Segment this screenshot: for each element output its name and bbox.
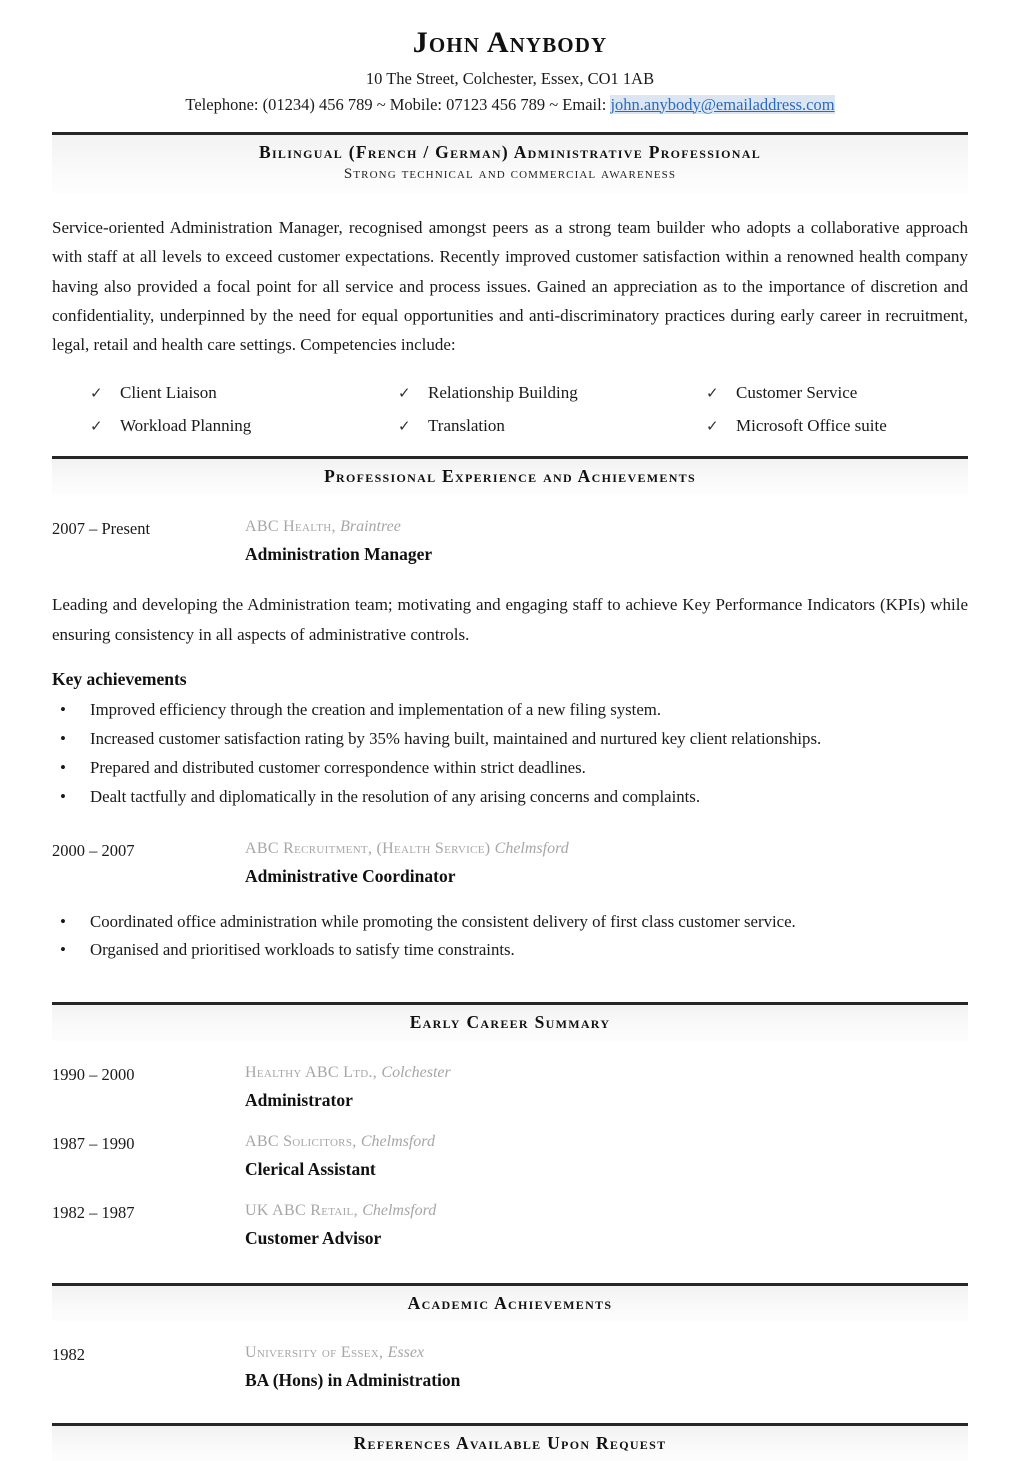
- check-icon: ✓: [90, 386, 103, 403]
- check-icon: ✓: [706, 418, 719, 435]
- headline-title: Bilingual (French / German) Administrative Professional: [258, 141, 762, 162]
- employer-name: ABC Recruitment, (Health Service): [245, 840, 491, 858]
- employer-location: Colchester: [381, 1064, 451, 1082]
- entry-role: Clerical Assistant: [245, 1159, 376, 1180]
- candidate-contact-line: [52, 95, 968, 115]
- competency-item: [706, 412, 968, 440]
- competency-label: Translation: [428, 415, 505, 435]
- section-banner-early-career: [52, 1002, 968, 1041]
- entry-institution: [245, 1341, 968, 1365]
- competency-label: Relationship Building: [428, 383, 578, 403]
- check-icon: ✓: [398, 386, 411, 403]
- early-career-entry: [52, 1061, 968, 1114]
- job-description: Leading and developing the Administration team; motivating and engaging staff to achieve Key Performance Indicators (KPIs) while ensuring consistency in all aspects of administrative controls.: [52, 595, 968, 644]
- entry-detail: [245, 1199, 968, 1252]
- job-bullets-list: [52, 908, 968, 966]
- employer-name: UK ABC Retail,: [245, 1202, 358, 1220]
- entry-dates: 1982: [52, 1345, 85, 1365]
- competency-item: [398, 379, 706, 407]
- candidate-name: John Anybody: [412, 26, 608, 59]
- employer-location: Chelmsford: [362, 1202, 437, 1220]
- email-link[interactable]: john.anybody@emailaddress.com: [610, 94, 835, 114]
- entry-dates: 1987 – 1990: [52, 1134, 135, 1154]
- competency-label: Workload Planning: [120, 415, 252, 435]
- employer-location: Braintree: [340, 518, 401, 536]
- list-item: • Improved efficiency through the creation and implementation of a new filing system.: [52, 696, 968, 725]
- competency-item: [398, 412, 706, 440]
- entry-role: Administrative Coordinator: [245, 866, 456, 887]
- candidate-address: 10 The Street, Colchester, Essex, CO1 1AB: [365, 68, 655, 88]
- section-banner-experience: [52, 456, 968, 495]
- entry-dates: 2007 – Present: [52, 519, 151, 539]
- check-icon: ✓: [90, 418, 103, 435]
- entry-employer: [245, 1130, 968, 1154]
- profile-paragraph: Service-oriented Administration Manager, recognised amongst peers as a strong team builder who adopts a collaborative approach with staff at all levels to exceed customer expectations. Recently improved customer satisfaction within a renowned health company having also provided a focal point for all service and process issues. Gained an appreciation as to the importance of discretion and confidentiality, underpinned by the need for equal opportunities and anti-discriminatory practices during early career in recruitment, legal, retail and health care settings. Competencies include:: [52, 218, 968, 355]
- experience-entry: [52, 837, 968, 890]
- entry-dates: 1982 – 1987: [52, 1203, 135, 1223]
- early-career-entry: [52, 1199, 968, 1252]
- employer-location: Chelmsford: [360, 1133, 435, 1151]
- list-item: • Dealt tactfully and diplomatically in the resolution of any arising concerns and complaints.: [52, 783, 968, 812]
- section-banner-references: [52, 1423, 968, 1461]
- check-icon: ✓: [398, 418, 411, 435]
- competency-label: Client Liaison: [120, 383, 217, 403]
- competencies-list: [52, 379, 968, 439]
- entry-dates: 2000 – 2007: [52, 841, 135, 861]
- entry-role: Customer Advisor: [245, 1228, 382, 1249]
- section-banner-academic: [52, 1283, 968, 1322]
- entry-employer: [245, 837, 968, 861]
- institution-name: University of Essex,: [245, 1344, 384, 1362]
- list-item: • Coordinated office administration while promoting the consistent delivery of first class customer service.: [52, 908, 968, 937]
- employer-name: ABC Health,: [245, 518, 336, 536]
- entry-qualification: BA (Hons) in Administration: [245, 1370, 461, 1391]
- key-achievements-heading: Key achievements: [52, 668, 187, 689]
- entry-employer: [245, 515, 968, 539]
- section-title: References Available Upon Request: [353, 1432, 667, 1453]
- entry-detail: [245, 837, 968, 890]
- list-item: • Increased customer satisfaction rating by 35% having built, maintained and nurtured key client relationships.: [52, 725, 968, 754]
- section-title: Early Career Summary: [409, 1012, 611, 1033]
- section-title: Professional Experience and Achievements: [324, 466, 696, 487]
- employer-name: ABC Solicitors,: [245, 1133, 357, 1151]
- cv-header: [52, 0, 968, 115]
- entry-employer: [245, 1061, 968, 1085]
- entry-detail: [245, 1061, 968, 1114]
- competency-label: Customer Service: [736, 383, 858, 403]
- early-career-entry: [52, 1130, 968, 1183]
- entry-dates: 1990 – 2000: [52, 1065, 135, 1085]
- entry-detail: [245, 1130, 968, 1183]
- contact-phone-text: Telephone: (01234) 456 789 ~ Mobile: 07123 456 789 ~ Email:: [185, 94, 611, 114]
- list-item: • Prepared and distributed customer correspondence within strict deadlines.: [52, 754, 968, 783]
- competency-item: [90, 412, 398, 440]
- check-icon: ✓: [706, 386, 719, 403]
- headline-banner: [52, 132, 968, 194]
- competency-label: Microsoft Office suite: [736, 415, 887, 435]
- entry-detail: [245, 1341, 968, 1394]
- list-item: • Organised and prioritised workloads to satisfy time constraints.: [52, 936, 968, 965]
- competency-item: [706, 379, 968, 407]
- competency-item: [90, 379, 398, 407]
- employer-name: Healthy ABC Ltd.,: [245, 1064, 378, 1082]
- entry-employer: [245, 1199, 968, 1223]
- institution-location: Essex: [387, 1344, 425, 1362]
- entry-detail: [245, 515, 968, 568]
- key-achievements-list: [52, 696, 968, 812]
- section-title: Academic Achievements: [407, 1292, 613, 1313]
- academic-entry: [52, 1341, 968, 1394]
- headline-subtitle: Strong technical and commercial awareness: [343, 166, 677, 183]
- employer-location: Chelmsford: [494, 840, 569, 858]
- entry-role: Administration Manager: [245, 544, 433, 565]
- experience-entry: [52, 515, 968, 568]
- entry-role: Administrator: [245, 1090, 353, 1111]
